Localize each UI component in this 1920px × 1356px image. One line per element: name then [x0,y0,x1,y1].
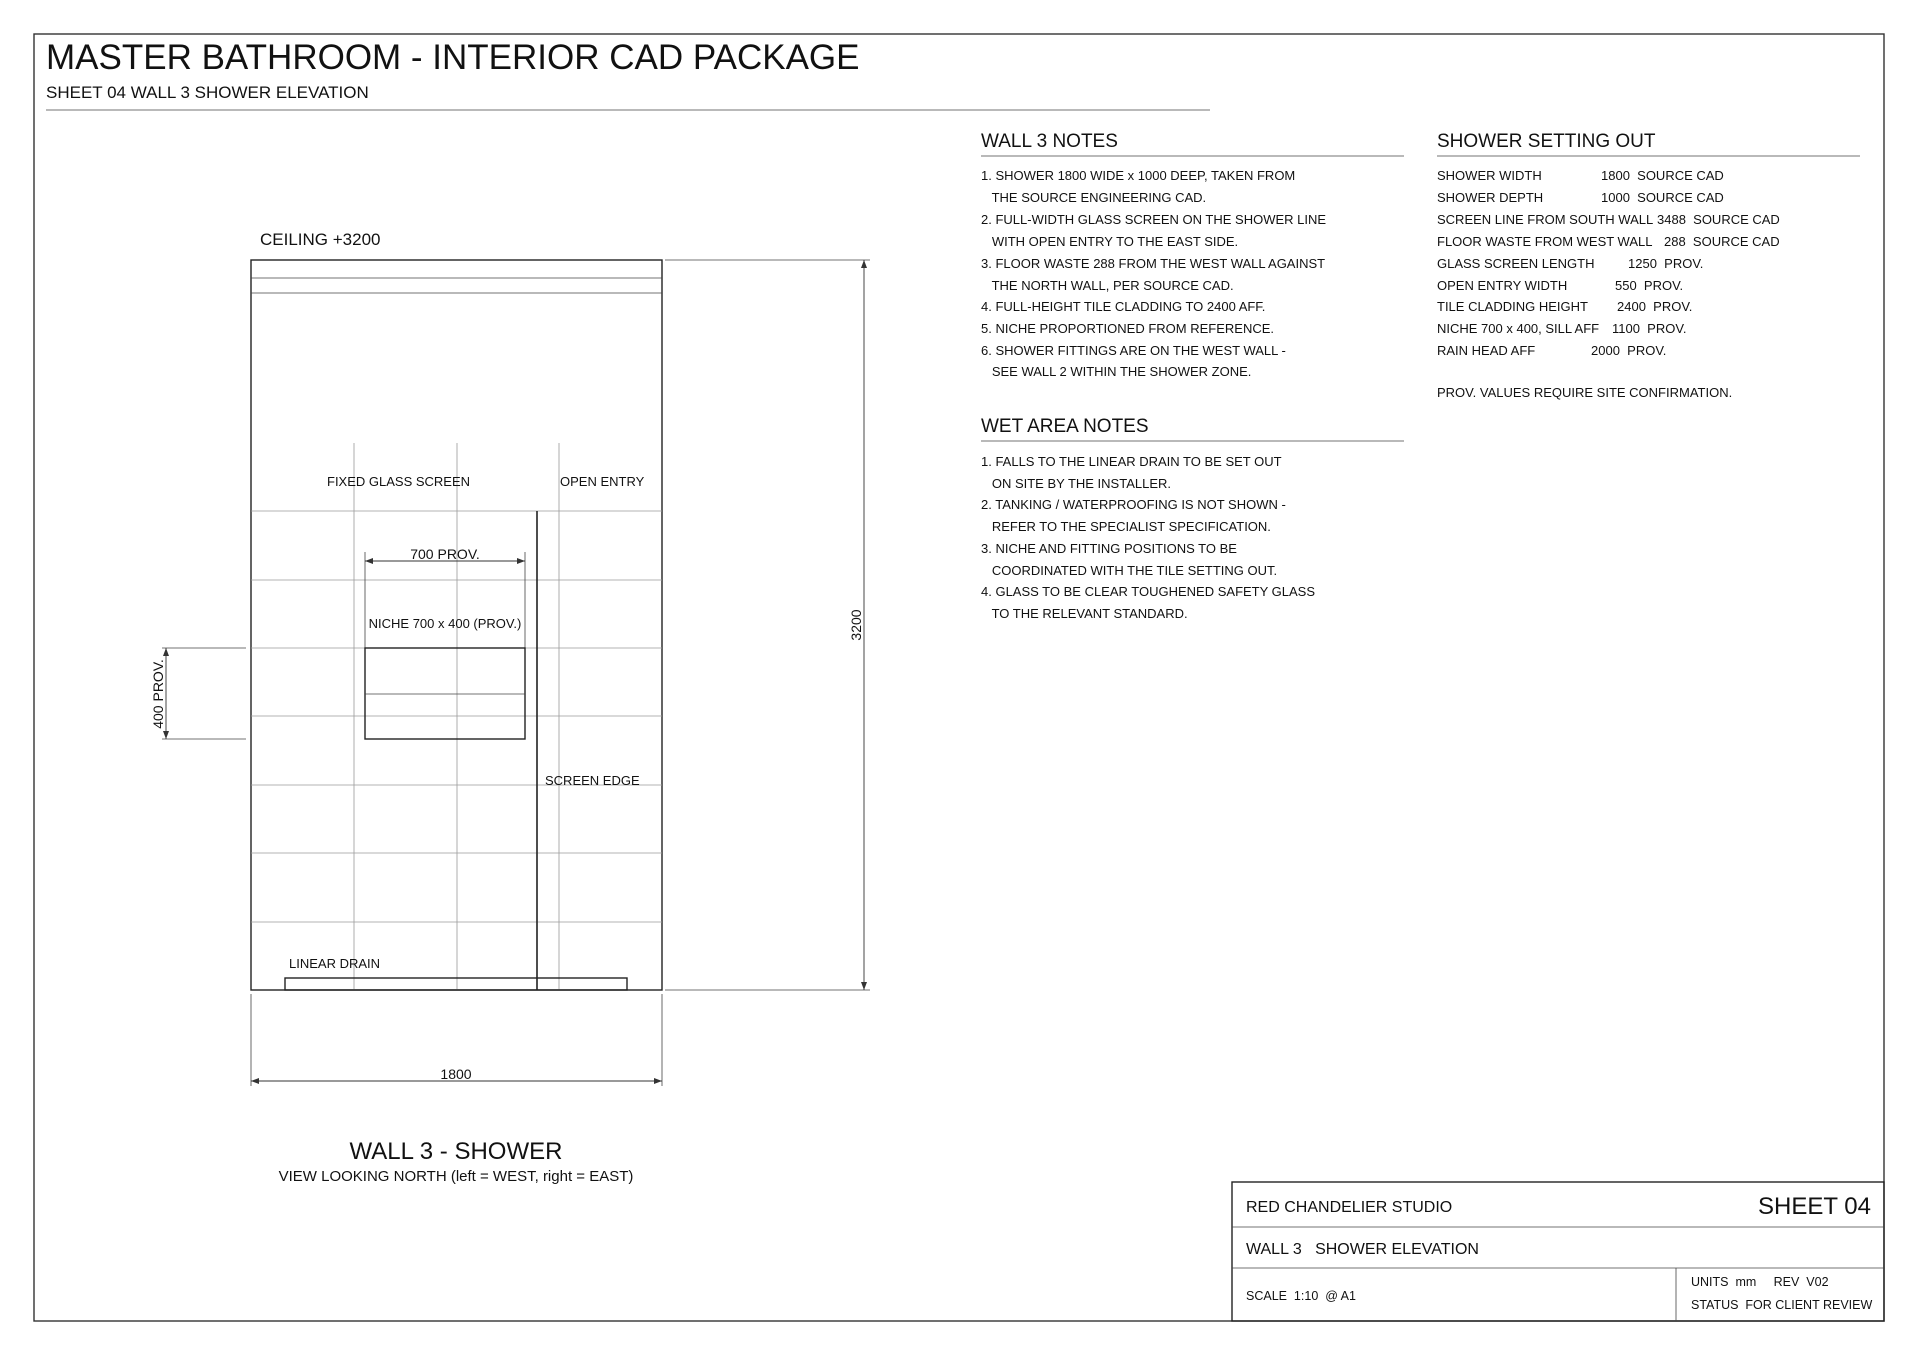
setting-out-value: 1800 SOURCE CAD [1601,168,1724,183]
linear-drain-label: LINEAR DRAIN [289,956,381,971]
note-line: 4. FULL-HEIGHT TILE CLADDING TO 2400 AFF. [981,299,1266,314]
wet-area-notes-heading: WET AREA NOTES [981,416,1149,437]
page-title: MASTER BATHROOM - INTERIOR CAD PACKAGE [46,38,860,77]
setting-out-label: GLASS SCREEN LENGTH [1437,256,1595,271]
setting-out-footnote: PROV. VALUES REQUIRE SITE CONFIRMATION. [1437,385,1733,400]
sheet-number: SHEET 04 [1758,1193,1871,1220]
note-line: 3. FLOOR WASTE 288 FROM THE WEST WALL AGAINST [981,256,1326,271]
note-line: SEE WALL 2 WITHIN THE SHOWER ZONE. [981,364,1252,379]
arrow-head [163,648,169,656]
niche-width-dim: 700 PROV. [410,546,480,562]
setting-out-label: NICHE 700 x 400, SILL AFF [1437,321,1600,336]
note-line: 6. SHOWER FITTINGS ARE ON THE WEST WALL - [981,343,1286,358]
elevation-caption: WALL 3 - SHOWER [349,1138,563,1165]
height-dim: 3200 [848,609,864,641]
screen-edge-label: SCREEN EDGE [545,773,640,788]
setting-out-value: 1250 PROV. [1628,256,1704,271]
note-line: 2. FULL-WIDTH GLASS SCREEN ON THE SHOWER LINE [981,212,1327,227]
note-line: WITH OPEN ENTRY TO THE EAST SIDE. [981,234,1239,249]
shower-setting-out [1437,131,1860,400]
wall3-notes-heading: WALL 3 NOTES [981,131,1118,152]
arrow-head [861,260,867,268]
width-dim: 1800 [440,1066,472,1082]
arrow-head [163,731,169,739]
niche [365,648,525,739]
arrow-head [517,558,525,564]
note-line: 5. NICHE PROPORTIONED FROM REFERENCE. [981,321,1275,336]
setting-out-value: 2000 PROV. [1591,343,1667,358]
setting-out-value: 1000 SOURCE CAD [1601,190,1724,205]
drawing-title: WALL 3 SHOWER ELEVATION [1246,1241,1479,1258]
setting-out-label: SCREEN LINE FROM SOUTH WALL [1437,212,1654,227]
arrow-head [251,1078,259,1084]
setting-out-value: 2400 PROV. [1617,299,1693,314]
units-revision: UNITS mm REV V02 [1691,1275,1829,1289]
note-line: 1. FALLS TO THE LINEAR DRAIN TO BE SET OUT [981,454,1282,469]
title-block [1232,1182,1884,1321]
setting-out-value: 1100 PROV. [1612,321,1687,336]
niche-label: NICHE 700 x 400 (PROV.) [368,616,522,631]
setting-out-value: 288 SOURCE CAD [1664,234,1780,249]
arrow-head [654,1078,662,1084]
note-line: 3. NICHE AND FITTING POSITIONS TO BE [981,541,1237,556]
setting-out-label: OPEN ENTRY WIDTH [1437,278,1568,293]
niche-height-dim: 400 PROV. [150,659,166,729]
note-line: THE NORTH WALL, PER SOURCE CAD. [981,278,1234,293]
scale-value: SCALE 1:10 @ A1 [1246,1289,1356,1303]
setting-out-heading: SHOWER SETTING OUT [1437,131,1656,152]
note-line: 2. TANKING / WATERPROOFING IS NOT SHOWN - [981,497,1286,512]
setting-out-label: TILE CLADDING HEIGHT [1437,299,1588,314]
setting-out-value: 3488 SOURCE CAD [1657,212,1780,227]
setting-out-label: SHOWER WIDTH [1437,168,1542,183]
note-line: TO THE RELEVANT STANDARD. [981,606,1188,621]
status-value: STATUS FOR CLIENT REVIEW [1691,1298,1873,1312]
wet-area-notes [981,416,1404,621]
note-line: ON SITE BY THE INSTALLER. [981,476,1171,491]
setting-out-value: 550 PROV. [1615,278,1684,293]
wall3-notes [981,131,1404,379]
linear-drain [285,978,627,990]
page-subtitle: SHEET 04 WALL 3 SHOWER ELEVATION [46,83,369,102]
note-line: 1. SHOWER 1800 WIDE x 1000 DEEP, TAKEN FROM [981,168,1296,183]
ceiling-label: CEILING +3200 [260,230,381,249]
arrow-head [365,558,373,564]
setting-out-label: FLOOR WASTE FROM WEST WALL [1437,234,1653,249]
tile-grid [251,443,662,990]
note-line: 4. GLASS TO BE CLEAR TOUGHENED SAFETY GLASS [981,584,1316,599]
open-entry-label: OPEN ENTRY [560,474,645,489]
arrow-head [861,982,867,990]
fixed-glass-label: FIXED GLASS SCREEN [327,474,471,489]
note-line: REFER TO THE SPECIALIST SPECIFICATION. [981,519,1271,534]
studio-name: RED CHANDELIER STUDIO [1246,1199,1453,1216]
note-line: COORDINATED WITH THE TILE SETTING OUT. [981,563,1278,578]
setting-out-label: RAIN HEAD AFF [1437,343,1536,358]
sheet-border [34,34,1884,1321]
elevation-caption-sub: VIEW LOOKING NORTH (left = WEST, right = EAST) [278,1168,634,1185]
note-line: THE SOURCE ENGINEERING CAD. [981,190,1207,205]
shower-elevation [150,230,870,1185]
setting-out-label: SHOWER DEPTH [1437,190,1544,205]
